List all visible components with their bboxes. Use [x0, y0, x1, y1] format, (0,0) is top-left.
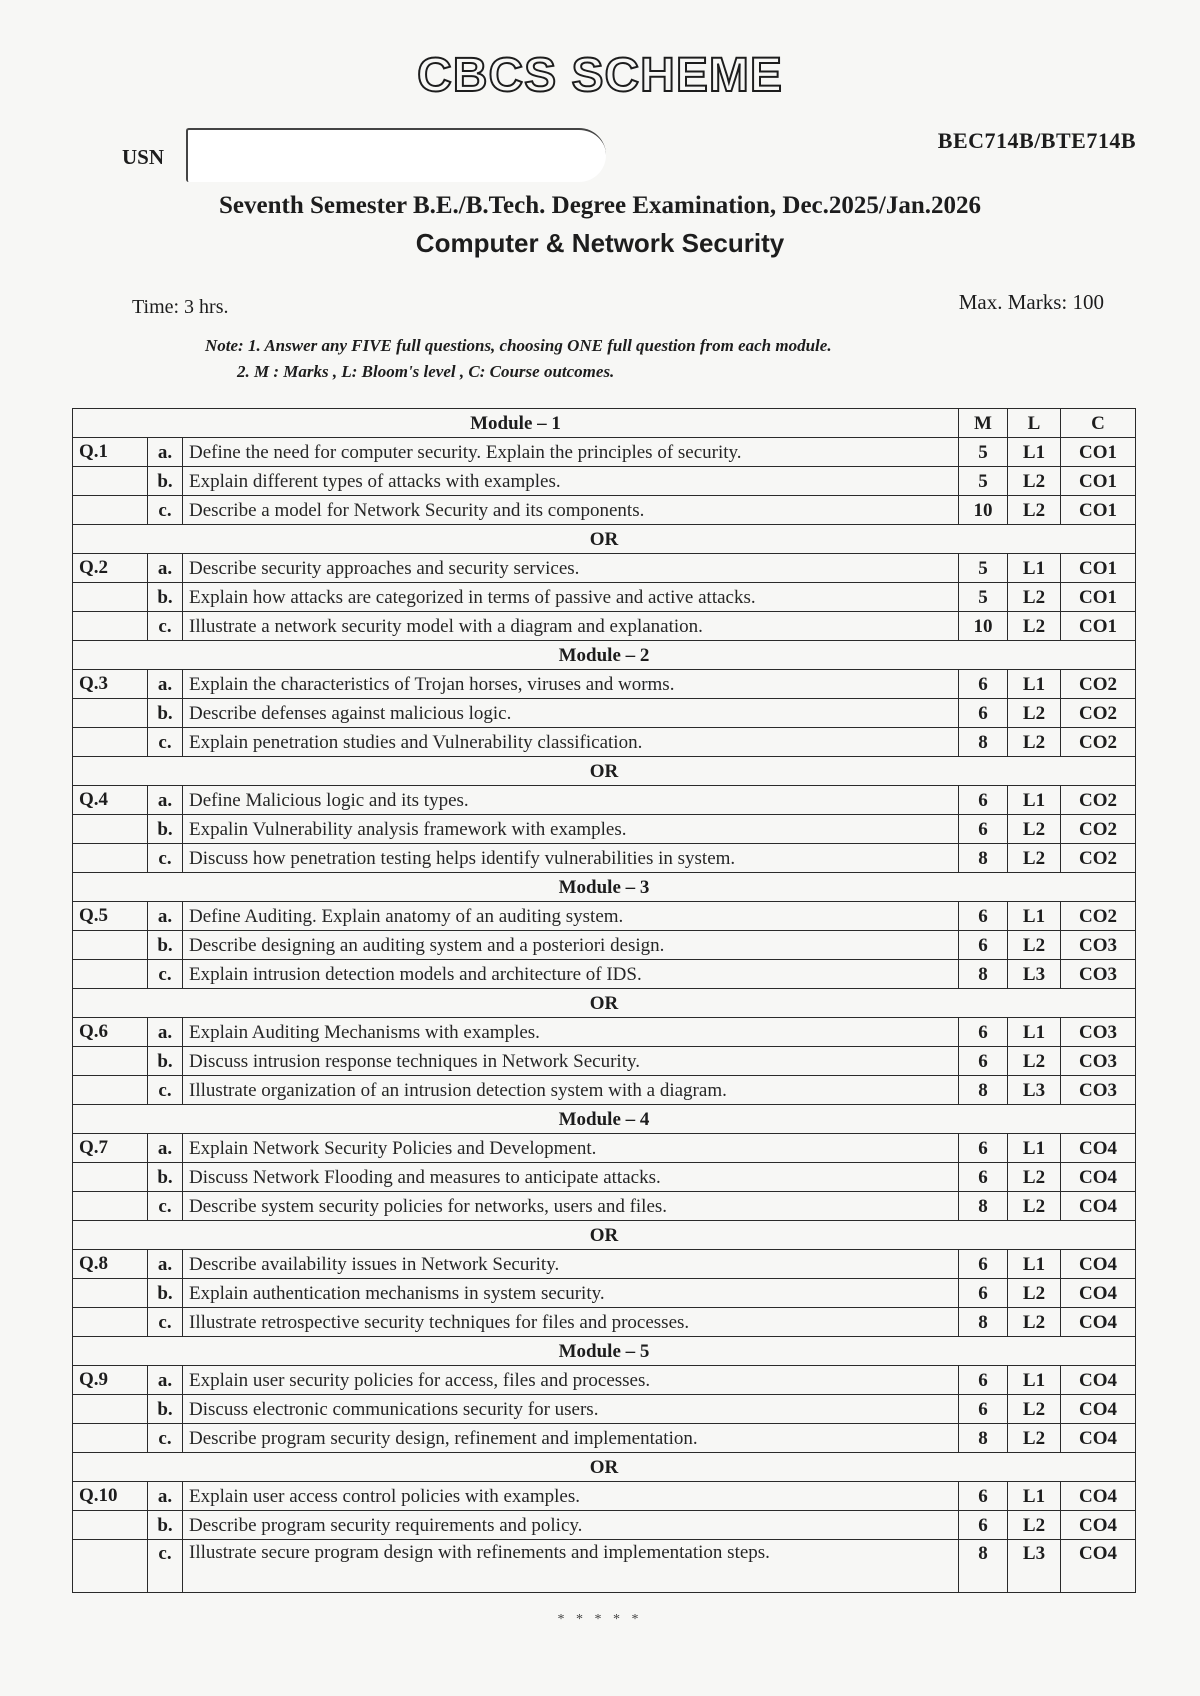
- question-text: Discuss Network Flooding and measures to anticipate attacks.: [183, 1163, 959, 1192]
- question-part-row: [73, 844, 1136, 873]
- part-label: b.: [148, 815, 183, 844]
- marks-value: 6: [959, 1163, 1008, 1192]
- blooms-level: L2: [1008, 1395, 1061, 1424]
- note-line-2: 2. M : Marks , L: Bloom's level , C: Course outcomes.: [237, 362, 615, 381]
- marks-value: 6: [959, 1047, 1008, 1076]
- question-part-row: [73, 1134, 1136, 1163]
- marks-value: 6: [959, 931, 1008, 960]
- part-label: b.: [148, 699, 183, 728]
- question-part-row: [73, 554, 1136, 583]
- question-number: [73, 960, 148, 989]
- blooms-level: L2: [1008, 699, 1061, 728]
- marks-value: 6: [959, 1018, 1008, 1047]
- question-number: [73, 931, 148, 960]
- blooms-level: L2: [1008, 1192, 1061, 1221]
- question-text: Illustrate retrospective security techniques for files and processes.: [183, 1308, 959, 1337]
- course-outcome: CO4: [1061, 1134, 1136, 1163]
- question-part-row: [73, 1279, 1136, 1308]
- blooms-level: L1: [1008, 438, 1061, 467]
- question-text: Describe availability issues in Network Security.: [183, 1250, 959, 1279]
- marks-value: 6: [959, 1250, 1008, 1279]
- question-number: [73, 1163, 148, 1192]
- question-part-row: [73, 1163, 1136, 1192]
- blooms-level: L1: [1008, 1134, 1061, 1163]
- course-outcome: CO4: [1061, 1540, 1136, 1593]
- part-label: a.: [148, 1018, 183, 1047]
- exam-time: Time: 3 hrs.: [132, 296, 229, 318]
- part-label: a.: [148, 438, 183, 467]
- marks-value: 6: [959, 1279, 1008, 1308]
- question-table: [72, 408, 1136, 1593]
- question-text: Explain user access control policies with examples.: [183, 1482, 959, 1511]
- question-text: Explain intrusion detection models and architecture of IDS.: [183, 960, 959, 989]
- question-text: Describe designing an auditing system and a posteriori design.: [183, 931, 959, 960]
- question-text: Expalin Vulnerability analysis framework with examples.: [183, 815, 959, 844]
- course-outcome: CO4: [1061, 1163, 1136, 1192]
- course-outcome: CO4: [1061, 1395, 1136, 1424]
- question-number: [73, 467, 148, 496]
- marks-value: 8: [959, 1424, 1008, 1453]
- part-label: b.: [148, 1511, 183, 1540]
- course-outcome: CO4: [1061, 1308, 1136, 1337]
- question-number: [73, 1076, 148, 1105]
- question-number: [73, 1047, 148, 1076]
- or-label: OR: [73, 757, 1136, 786]
- question-number: [73, 728, 148, 757]
- question-text: Explain how attacks are categorized in terms of passive and active attacks.: [183, 583, 959, 612]
- or-separator-row: [73, 757, 1136, 786]
- question-text: Describe a model for Network Security and its components.: [183, 496, 959, 525]
- question-text: Explain penetration studies and Vulnerability classification.: [183, 728, 959, 757]
- part-label: b.: [148, 1047, 183, 1076]
- course-outcome: CO4: [1061, 1366, 1136, 1395]
- blooms-level: L2: [1008, 1163, 1061, 1192]
- part-label: c.: [148, 1192, 183, 1221]
- marks-value: 6: [959, 815, 1008, 844]
- part-label: b.: [148, 1395, 183, 1424]
- question-text: Define Auditing. Explain anatomy of an auditing system.: [183, 902, 959, 931]
- question-text: Describe security approaches and security services.: [183, 554, 959, 583]
- question-number: [73, 583, 148, 612]
- part-label: a.: [148, 902, 183, 931]
- question-text: Explain Auditing Mechanisms with examples.: [183, 1018, 959, 1047]
- note-line-1: Note: 1. Answer any FIVE full questions, choosing ONE full question from each module.: [205, 336, 832, 355]
- question-part-row: [73, 1018, 1136, 1047]
- marks-value: 5: [959, 554, 1008, 583]
- question-number: Q.1: [73, 438, 148, 467]
- marks-value: 6: [959, 670, 1008, 699]
- question-number: [73, 496, 148, 525]
- marks-value: 8: [959, 960, 1008, 989]
- marks-value: 8: [959, 1192, 1008, 1221]
- or-label: OR: [73, 525, 1136, 554]
- question-number: Q.6: [73, 1018, 148, 1047]
- course-outcome: CO2: [1061, 786, 1136, 815]
- question-part-row: [73, 1395, 1136, 1424]
- module-header-row: [73, 409, 1136, 438]
- question-text: Explain user security policies for access, files and processes.: [183, 1366, 959, 1395]
- part-label: a.: [148, 1250, 183, 1279]
- question-number: Q.4: [73, 786, 148, 815]
- question-text: Explain authentication mechanisms in system security.: [183, 1279, 959, 1308]
- usn-field: [186, 128, 606, 182]
- marks-value: 6: [959, 1482, 1008, 1511]
- or-separator-row: [73, 989, 1136, 1018]
- marks-column-header: M: [959, 409, 1008, 438]
- question-number: Q.8: [73, 1250, 148, 1279]
- question-part-row: [73, 670, 1136, 699]
- course-outcome: CO3: [1061, 960, 1136, 989]
- part-label: a.: [148, 1366, 183, 1395]
- question-number: [73, 1540, 148, 1593]
- course-outcome: CO2: [1061, 902, 1136, 931]
- question-number: [73, 1308, 148, 1337]
- question-number: Q.10: [73, 1482, 148, 1511]
- course-outcome: CO1: [1061, 438, 1136, 467]
- question-part-row: [73, 1047, 1136, 1076]
- part-label: c.: [148, 960, 183, 989]
- question-text: Illustrate secure program design with refinements and implementation steps.: [183, 1540, 959, 1593]
- marks-value: 8: [959, 844, 1008, 873]
- question-number: [73, 1511, 148, 1540]
- part-label: c.: [148, 1308, 183, 1337]
- or-separator-row: [73, 525, 1136, 554]
- part-label: c.: [148, 1424, 183, 1453]
- question-part-row: [73, 1308, 1136, 1337]
- question-number: [73, 1424, 148, 1453]
- question-text: Describe program security requirements and policy.: [183, 1511, 959, 1540]
- part-label: a.: [148, 1482, 183, 1511]
- question-text: Define the need for computer security. Explain the principles of security.: [183, 438, 959, 467]
- part-label: c.: [148, 728, 183, 757]
- question-part-row: [73, 815, 1136, 844]
- module-header-row: [73, 1105, 1136, 1134]
- blooms-level: L1: [1008, 554, 1061, 583]
- course-outcome: CO3: [1061, 931, 1136, 960]
- question-number: [73, 1192, 148, 1221]
- module-title: Module – 3: [73, 873, 1136, 902]
- course-outcome: CO1: [1061, 612, 1136, 641]
- question-text: Define Malicious logic and its types.: [183, 786, 959, 815]
- course-outcome: CO2: [1061, 815, 1136, 844]
- part-label: c.: [148, 1076, 183, 1105]
- module-title: Module – 2: [73, 641, 1136, 670]
- question-number: Q.5: [73, 902, 148, 931]
- question-number: [73, 815, 148, 844]
- exam-title: Seventh Semester B.E./B.Tech. Degree Examination, Dec.2025/Jan.2026: [219, 192, 981, 219]
- question-number: [73, 844, 148, 873]
- subject-title: Computer & Network Security: [415, 228, 785, 258]
- question-number: [73, 612, 148, 641]
- course-outcome: CO4: [1061, 1424, 1136, 1453]
- or-separator-row: [73, 1221, 1136, 1250]
- or-separator-row: [73, 1453, 1136, 1482]
- part-label: b.: [148, 583, 183, 612]
- course-outcome: CO1: [1061, 583, 1136, 612]
- marks-value: 10: [959, 612, 1008, 641]
- question-text: Describe program security design, refinement and implementation.: [183, 1424, 959, 1453]
- blooms-level: L3: [1008, 960, 1061, 989]
- module-title: Module – 5: [73, 1337, 1136, 1366]
- blooms-level: L2: [1008, 931, 1061, 960]
- question-text: Explain the characteristics of Trojan horses, viruses and worms.: [183, 670, 959, 699]
- part-label: c.: [148, 844, 183, 873]
- question-number: [73, 1395, 148, 1424]
- part-label: c.: [148, 1540, 183, 1593]
- question-part-row: [73, 612, 1136, 641]
- or-label: OR: [73, 1453, 1136, 1482]
- course-code: BEC714B/BTE714B: [937, 128, 1136, 153]
- marks-value: 6: [959, 699, 1008, 728]
- question-part-row: [73, 786, 1136, 815]
- course-outcome: CO2: [1061, 670, 1136, 699]
- question-text: Explain Network Security Policies and Development.: [183, 1134, 959, 1163]
- marks-value: 8: [959, 1540, 1008, 1593]
- marks-value: 6: [959, 1366, 1008, 1395]
- outcome-column-header: C: [1061, 409, 1136, 438]
- module-header-row: [73, 873, 1136, 902]
- question-text: Discuss how penetration testing helps identify vulnerabilities in system.: [183, 844, 959, 873]
- question-part-row: [73, 902, 1136, 931]
- part-label: c.: [148, 612, 183, 641]
- part-label: a.: [148, 554, 183, 583]
- question-text: Describe system security policies for networks, users and files.: [183, 1192, 959, 1221]
- blooms-level: L3: [1008, 1076, 1061, 1105]
- part-label: a.: [148, 670, 183, 699]
- blooms-level: L2: [1008, 844, 1061, 873]
- blooms-level: L1: [1008, 1018, 1061, 1047]
- module-title: Module – 1: [73, 409, 959, 438]
- part-label: a.: [148, 786, 183, 815]
- question-part-row: [73, 1424, 1136, 1453]
- usn-label: USN: [122, 145, 165, 169]
- question-part-row: [73, 931, 1136, 960]
- or-label: OR: [73, 1221, 1136, 1250]
- question-part-row: [73, 1511, 1136, 1540]
- blooms-level: L2: [1008, 1047, 1061, 1076]
- marks-value: 6: [959, 1395, 1008, 1424]
- blooms-level: L3: [1008, 1540, 1061, 1593]
- question-part-row: [73, 467, 1136, 496]
- course-outcome: CO1: [1061, 554, 1136, 583]
- blooms-level: L2: [1008, 1511, 1061, 1540]
- question-number: Q.3: [73, 670, 148, 699]
- part-label: b.: [148, 1163, 183, 1192]
- question-part-row: [73, 1076, 1136, 1105]
- question-number: [73, 699, 148, 728]
- course-outcome: CO4: [1061, 1511, 1136, 1540]
- marks-value: 6: [959, 786, 1008, 815]
- course-outcome: CO3: [1061, 1047, 1136, 1076]
- module-title: Module – 4: [73, 1105, 1136, 1134]
- course-outcome: CO1: [1061, 496, 1136, 525]
- course-outcome: CO4: [1061, 1279, 1136, 1308]
- max-marks: Max. Marks: 100: [958, 290, 1104, 314]
- question-part-row: [73, 960, 1136, 989]
- marks-value: 5: [959, 438, 1008, 467]
- question-part-row: [73, 496, 1136, 525]
- question-text: Describe defenses against malicious logic.: [183, 699, 959, 728]
- question-part-row: [73, 1540, 1136, 1593]
- question-part-row: [73, 1482, 1136, 1511]
- question-number: Q.9: [73, 1366, 148, 1395]
- marks-value: 10: [959, 496, 1008, 525]
- course-outcome: CO4: [1061, 1482, 1136, 1511]
- scheme-banner: CBCS SCHEME: [417, 49, 783, 102]
- blooms-level: L1: [1008, 786, 1061, 815]
- question-number: [73, 1279, 148, 1308]
- blooms-level: L2: [1008, 1279, 1061, 1308]
- blooms-level: L1: [1008, 1366, 1061, 1395]
- or-label: OR: [73, 989, 1136, 1018]
- module-header-row: [73, 1337, 1136, 1366]
- course-outcome: CO3: [1061, 1076, 1136, 1105]
- course-outcome: CO4: [1061, 1250, 1136, 1279]
- course-outcome: CO1: [1061, 467, 1136, 496]
- marks-value: 8: [959, 1076, 1008, 1105]
- level-column-header: L: [1008, 409, 1061, 438]
- marks-value: 6: [959, 1511, 1008, 1540]
- blooms-level: L2: [1008, 1308, 1061, 1337]
- blooms-level: L2: [1008, 815, 1061, 844]
- marks-value: 6: [959, 902, 1008, 931]
- instructions-note: [205, 333, 832, 385]
- question-text: Explain different types of attacks with examples.: [183, 467, 959, 496]
- question-part-row: [73, 1192, 1136, 1221]
- question-number: Q.2: [73, 554, 148, 583]
- marks-value: 6: [959, 1134, 1008, 1163]
- part-label: b.: [148, 1279, 183, 1308]
- blooms-level: L1: [1008, 1482, 1061, 1511]
- blooms-level: L2: [1008, 728, 1061, 757]
- blooms-level: L2: [1008, 583, 1061, 612]
- course-outcome: CO2: [1061, 699, 1136, 728]
- course-outcome: CO2: [1061, 844, 1136, 873]
- module-header-row: [73, 641, 1136, 670]
- question-text: Illustrate organization of an intrusion detection system with a diagram.: [183, 1076, 959, 1105]
- marks-value: 8: [959, 1308, 1008, 1337]
- blooms-level: L1: [1008, 670, 1061, 699]
- blooms-level: L2: [1008, 612, 1061, 641]
- question-text: Discuss intrusion response techniques in Network Security.: [183, 1047, 959, 1076]
- blooms-level: L2: [1008, 496, 1061, 525]
- question-part-row: [73, 1250, 1136, 1279]
- question-part-row: [73, 438, 1136, 467]
- question-part-row: [73, 699, 1136, 728]
- course-outcome: CO2: [1061, 728, 1136, 757]
- question-text: Discuss electronic communications security for users.: [183, 1395, 959, 1424]
- marks-value: 5: [959, 467, 1008, 496]
- question-table-body: [73, 409, 1136, 1593]
- part-label: b.: [148, 467, 183, 496]
- question-number: Q.7: [73, 1134, 148, 1163]
- blooms-level: L2: [1008, 1424, 1061, 1453]
- question-text: Illustrate a network security model with a diagram and explanation.: [183, 612, 959, 641]
- part-label: b.: [148, 931, 183, 960]
- question-part-row: [73, 728, 1136, 757]
- course-outcome: CO3: [1061, 1018, 1136, 1047]
- end-of-paper-mark: * * * * *: [557, 1612, 643, 1627]
- blooms-level: L1: [1008, 1250, 1061, 1279]
- marks-value: 8: [959, 728, 1008, 757]
- marks-value: 5: [959, 583, 1008, 612]
- part-label: a.: [148, 1134, 183, 1163]
- course-outcome: CO4: [1061, 1192, 1136, 1221]
- question-part-row: [73, 1366, 1136, 1395]
- part-label: c.: [148, 496, 183, 525]
- blooms-level: L1: [1008, 902, 1061, 931]
- blooms-level: L2: [1008, 467, 1061, 496]
- question-part-row: [73, 583, 1136, 612]
